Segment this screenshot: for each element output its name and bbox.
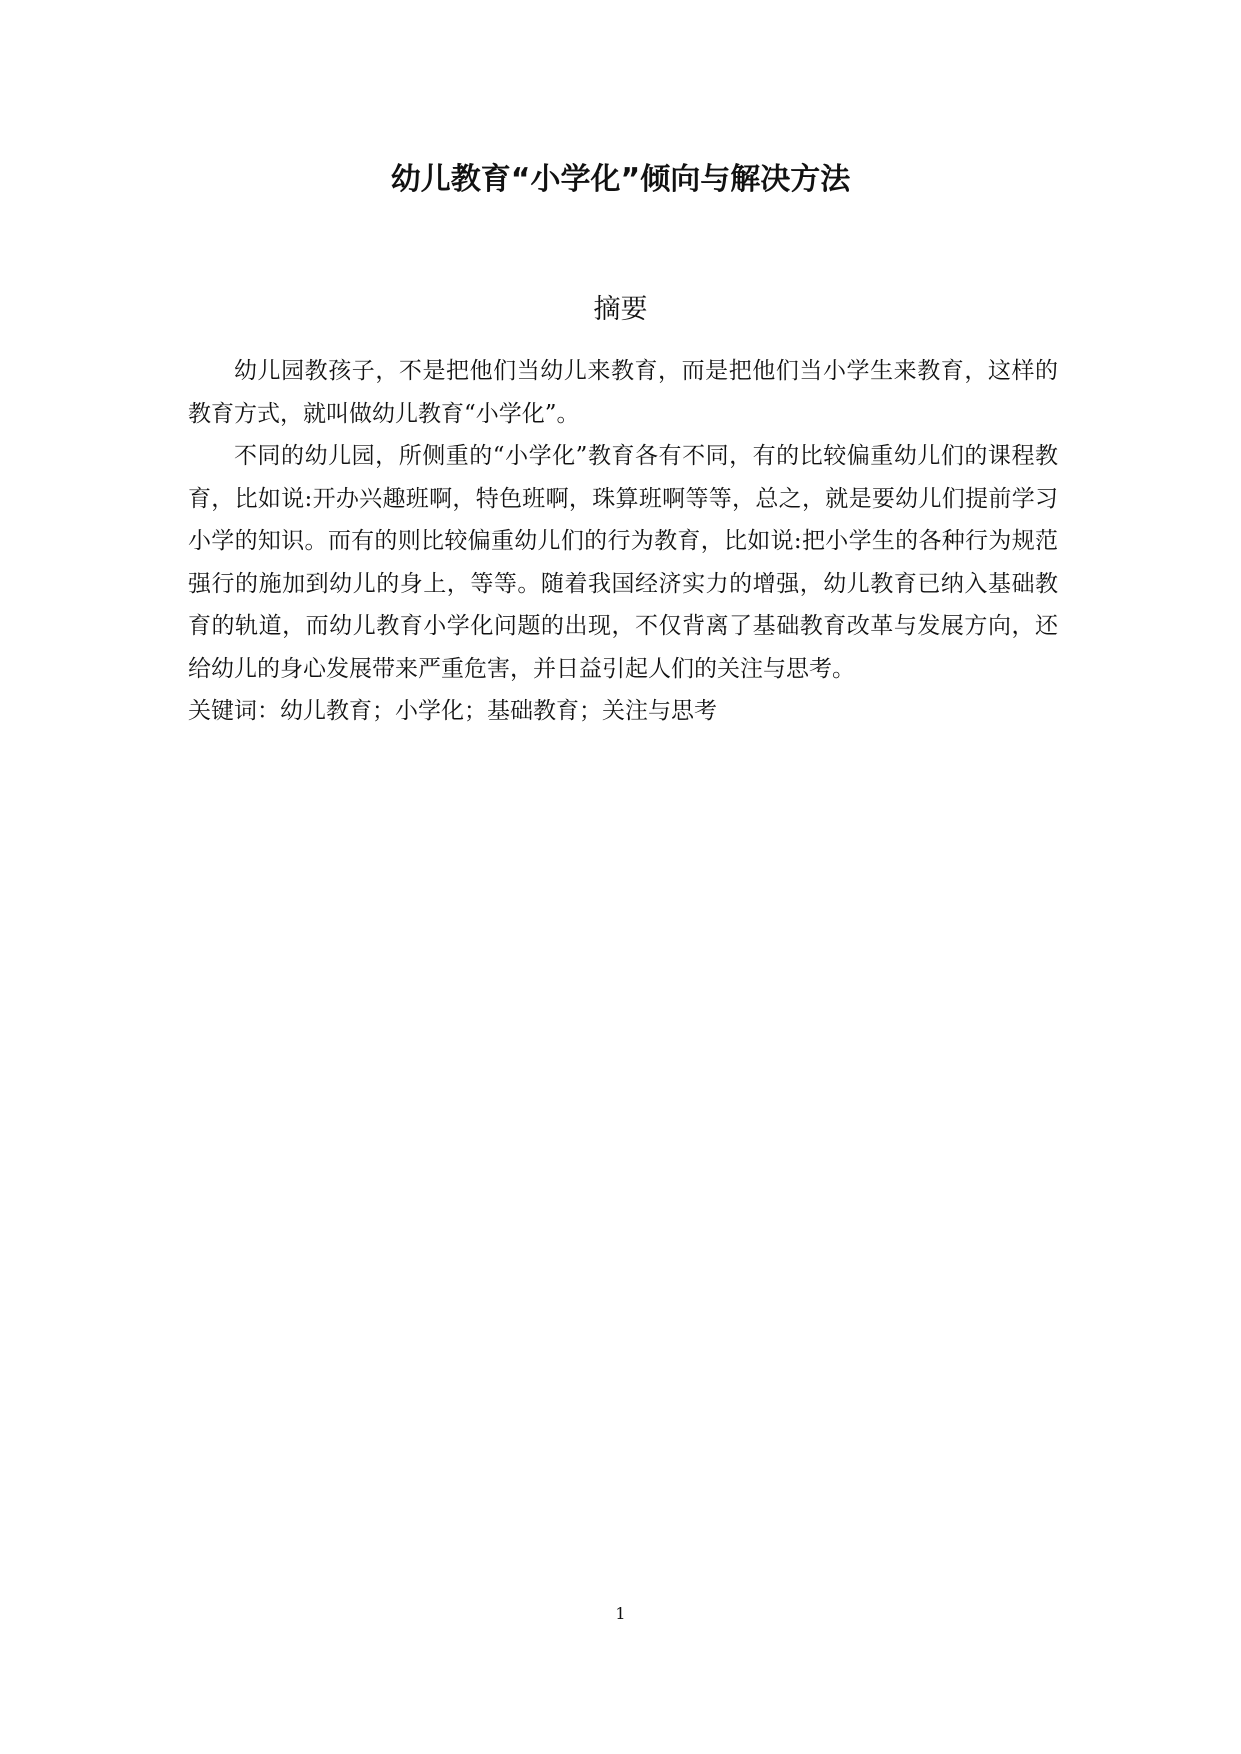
abstract-paragraph: 不同的幼儿园，所侧重的“小学化”教育各有不同，有的比较偏重幼儿们的课程教育，比如说:开办兴趣班啊，特色班啊，珠算班啊等等，总之，就是要幼儿们提前学习小学的知识。而有的则比较偏重幼儿们的行为教育，比如说:把小学生的各种行为规范强行的施加到幼儿的身上，等等。随着我国经济实力的增强，幼儿教育已纳入基础教育的轨道，而幼儿教育小学化问题的出现，不仅背离了基础教育改革与发展方向，还给幼儿的身心发展带来严重危害，并日益引起人们的关注与思考。 xyxy=(188,443,1058,682)
abstract-paragraph: 幼儿园教孩子，不是把他们当幼儿来教育，而是把他们当小学生来教育，这样的教育方式，就叫做幼儿教育“小学化”。 xyxy=(188,358,1058,427)
document-title: 幼儿教育“小学化”倾向与解决方法 xyxy=(390,162,851,197)
page-number: 1 xyxy=(615,1604,626,1623)
abstract-heading: 摘要 xyxy=(593,294,648,325)
keywords-line: 关键词：幼儿教育；小学化；基础教育；关注与思考 xyxy=(188,698,717,724)
abstract-body xyxy=(188,350,1058,733)
